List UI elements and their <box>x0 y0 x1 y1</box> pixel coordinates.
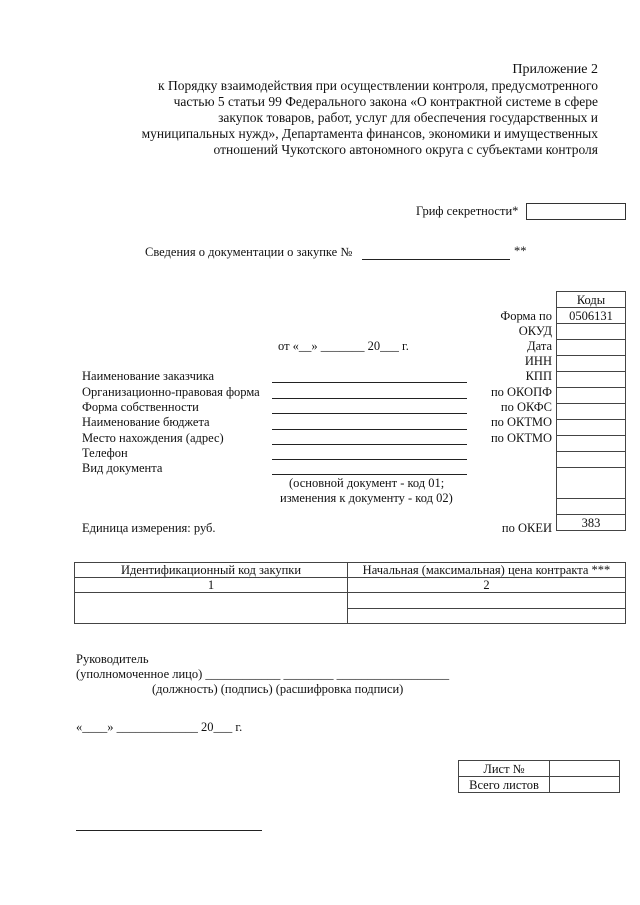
footnote-separator <box>76 830 262 831</box>
head-label: Руководитель <box>76 652 149 666</box>
appendix-line: к Порядку взаимодействия при осуществлении контроля, предусмотренного <box>158 78 598 93</box>
authorized-line: (уполномоченное лицо) ____________ ________ __________________ <box>76 667 450 681</box>
legal-form-field[interactable] <box>272 398 467 399</box>
appendix-line: закупок товаров, работ, услуг для обеспечения государственных и <box>218 110 598 125</box>
appendix-line: отношений Чукотского автономного округа с субъектами контроля <box>213 142 598 157</box>
okopf-code[interactable] <box>557 388 626 404</box>
document-title <box>145 245 352 260</box>
col-number: 2 <box>348 578 626 593</box>
date-label: Дата <box>527 339 552 353</box>
sheets-table <box>458 760 620 793</box>
secrecy-label: Гриф секретности* <box>416 204 519 218</box>
oktmo-label-2: по ОКТМО <box>490 431 552 445</box>
procurement-table <box>74 562 626 624</box>
oktmo-label-1: по ОКТМО <box>490 415 552 429</box>
appendix-line: частью 5 статьи 99 Федерального закона «О контрактной системе в сфере <box>173 94 598 109</box>
oktmo-code-2[interactable] <box>557 436 626 452</box>
inn-code[interactable] <box>557 356 626 372</box>
col-header-price: Начальная (максимальная) цена контракта *** <box>348 563 626 578</box>
customer-field[interactable] <box>272 382 467 383</box>
col-header-code: Идентификационный код закупки <box>75 563 348 578</box>
kpp-code[interactable] <box>557 372 626 388</box>
doc-type-hint: (основной документ - код 01; <box>289 476 445 490</box>
okud-code: 0506131 <box>557 308 626 324</box>
document-date: от «__» _______ 20___ г. <box>278 339 409 353</box>
ownership-field[interactable] <box>272 413 467 414</box>
okfs-label: по ОКФС <box>500 400 552 414</box>
spacer-code <box>557 499 626 515</box>
phone-code[interactable] <box>557 452 626 468</box>
budget-field[interactable] <box>272 429 467 430</box>
okopf-label: по ОКОПФ <box>490 385 552 399</box>
okfs-code[interactable] <box>557 404 626 420</box>
total-sheets-field[interactable] <box>550 777 620 793</box>
signature-date: «____» _____________ 20___ г. <box>76 720 243 734</box>
col-number: 1 <box>75 578 348 593</box>
sheet-no-label: Лист № <box>459 761 550 777</box>
procurement-code-cell[interactable] <box>75 593 348 624</box>
okud-label: ОКУД <box>518 324 552 338</box>
phone-label: Телефон <box>82 446 128 460</box>
title-suffix: ** <box>514 244 527 258</box>
phone-field[interactable] <box>272 459 467 460</box>
procurement-number-field[interactable] <box>362 259 510 260</box>
kpp-label: КПП <box>525 369 552 383</box>
okei-code: 383 <box>557 515 626 531</box>
ownership-label: Форма собственности <box>82 400 199 414</box>
total-sheets-label: Всего листов <box>459 777 550 793</box>
doc-type-code[interactable] <box>557 468 626 499</box>
okud-code-cont <box>557 324 626 340</box>
price-cell[interactable] <box>348 593 626 609</box>
appendix-line: муниципальных нужд», Департамента финансов, экономики и имущественных <box>141 126 598 141</box>
appendix-line: Приложение 2 <box>512 62 598 77</box>
price-cell[interactable] <box>348 608 626 624</box>
doc-type-label: Вид документа <box>82 461 163 475</box>
okei-label: по ОКЕИ <box>501 521 552 535</box>
appendix-header <box>58 62 598 158</box>
secrecy-field[interactable] <box>526 203 626 220</box>
doc-type-hint: изменения к документу - код 02) <box>280 491 453 505</box>
budget-label: Наименование бюджета <box>82 415 210 429</box>
location-label: Место нахождения (адрес) <box>82 431 224 445</box>
legal-form-label: Организационно-правовая форма <box>82 385 260 399</box>
unit-label: Единица измерения: руб. <box>82 521 216 535</box>
doc-type-field[interactable] <box>272 474 467 475</box>
sheet-no-field[interactable] <box>550 761 620 777</box>
date-code[interactable] <box>557 340 626 356</box>
location-field[interactable] <box>272 444 467 445</box>
title-prefix: Сведения о документации о закупке № <box>145 245 353 259</box>
oktmo-code-1[interactable] <box>557 420 626 436</box>
form-label: Форма по <box>500 309 552 323</box>
codes-table <box>556 291 626 531</box>
inn-label: ИНН <box>524 354 552 368</box>
codes-header: Коды <box>557 292 626 308</box>
signature-captions: (должность) (подпись) (расшифровка подписи) <box>152 682 404 696</box>
customer-label: Наименование заказчика <box>82 369 215 383</box>
